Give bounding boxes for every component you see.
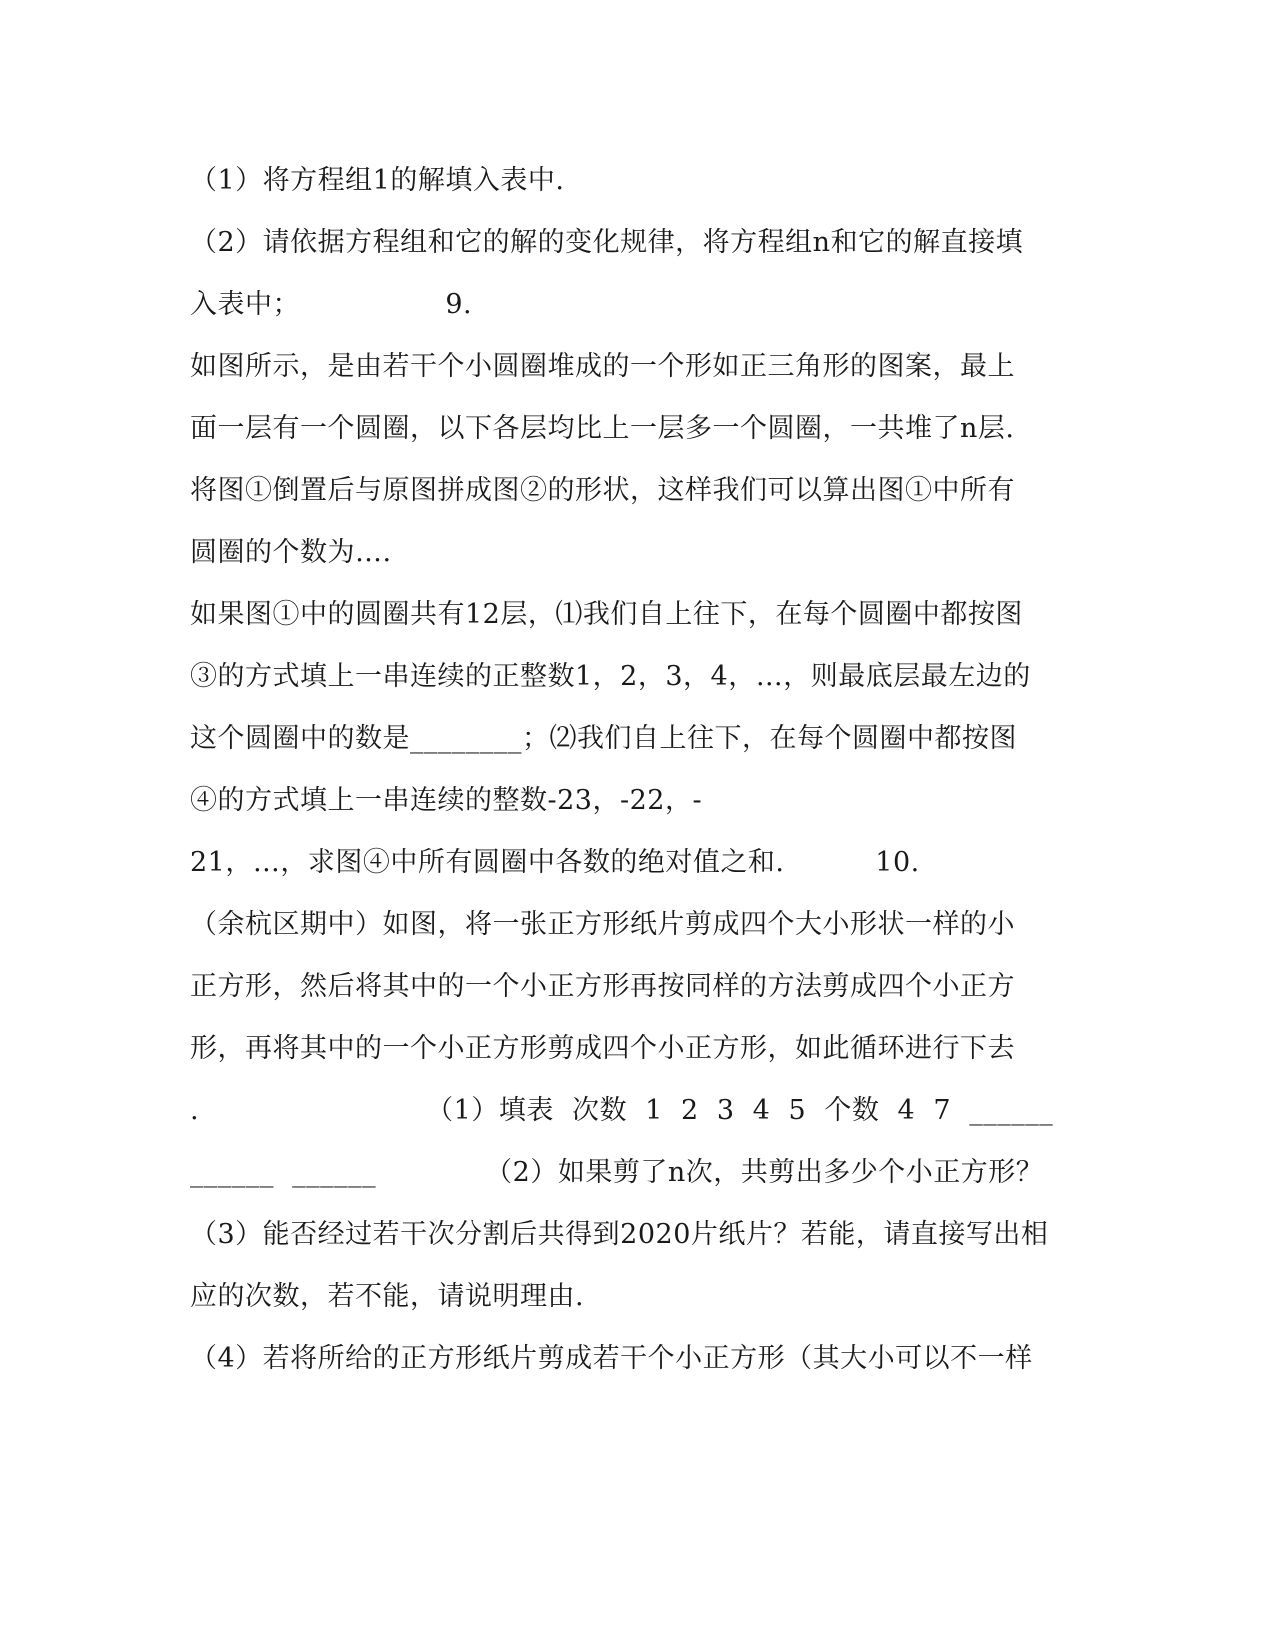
text-line: （2）请依据方程组和它的解的变化规律，将方程组n和它的解直接填 — [190, 227, 1024, 258]
text-line: 入表中； 9. — [190, 289, 473, 320]
text-line: （1）将方程组1的解填入表中. — [190, 165, 565, 196]
text-line: ______ ______ （2）如果剪了n次，共剪出多少个小正方形？ — [190, 1157, 1044, 1188]
text-line: 将图①倒置后与原图拼成图②的形状，这样我们可以算出图①中所有 — [190, 475, 1015, 506]
text-line: （3）能否经过若干次分割后共得到2020片纸片？若能，请直接写出相 — [190, 1219, 1049, 1250]
text-line: 如果图①中的圆圈共有12层，⑴我们自上往下，在每个圆圈中都按图 — [190, 599, 1023, 630]
text-line: 这个圆圈中的数是________；⑵我们自上往下，在每个圆圈中都按图 — [190, 723, 1017, 754]
text-line: 21，…，求图④中所有圆圈中各数的绝对值之和. 10. — [190, 847, 920, 878]
text-line: 形，再将其中的一个小正方形剪成四个小正方形，如此循环进行下去 — [190, 1033, 1015, 1064]
text-line: （4）若将所给的正方形纸片剪成若干个小正方形（其大小可以不一样 — [190, 1343, 1033, 1374]
text-line: 正方形，然后将其中的一个小正方形再按同样的方法剪成四个小正方 — [190, 971, 1015, 1002]
text-line: （余杭区期中）如图，将一张正方形纸片剪成四个大小形状一样的小 — [190, 909, 1015, 940]
text-line: 圆圈的个数为…. — [190, 537, 392, 568]
text-line: 应的次数，若不能，请说明理由. — [190, 1281, 585, 1312]
text-line: ④的方式填上一串连续的整数-23，-22，- — [190, 785, 703, 816]
text-line: 如图所示，是由若干个小圆圈堆成的一个形如正三角形的图案，最上 — [190, 351, 1015, 382]
text-line: ③的方式填上一串连续的正整数1，2，3，4，…，则最底层最左边的 — [190, 661, 1031, 692]
text-line: . （1）填表 次数 1 2 3 4 5 个数 4 7 ______ — [190, 1095, 1054, 1126]
text-line: 面一层有一个圆圈，以下各层均比上一层多一个圆圈，一共堆了n层. — [190, 413, 1015, 444]
